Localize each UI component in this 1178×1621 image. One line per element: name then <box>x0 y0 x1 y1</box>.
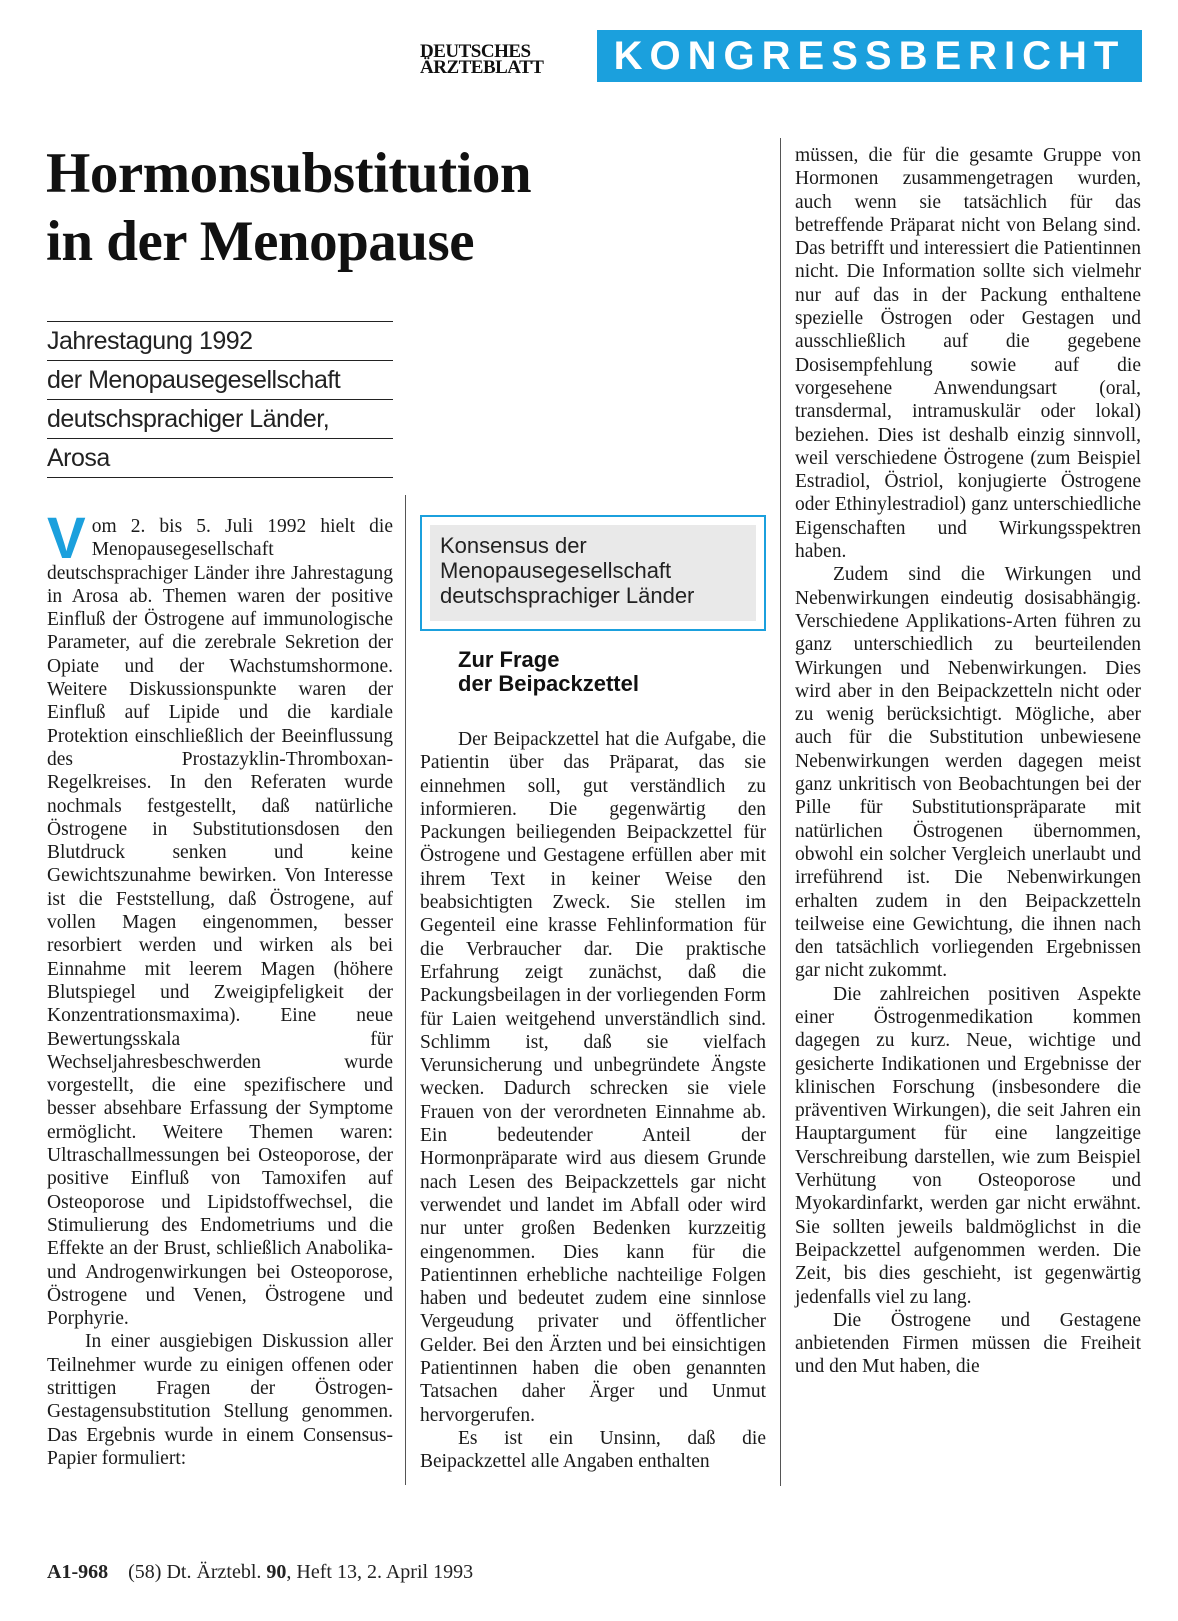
paragraph: Die Östrogene und Gestagene anbietenden Firmen müssen die Freiheit und den Mut haben, die <box>795 1309 1141 1378</box>
paragraph: Der Beipackzettel hat die Aufgabe, die Patientin über das Präparat, das sie einnehmen soll, gut verständlich zu informieren. Die gegenwärtig den Packungen beiliegenden Beipackzettel für Östrogene und Gestagene erfüllen aber mit ihrem Text in keiner Weise den beabsichtigten Zweck. Sie stellen im Gegenteil eine krasse Fehlinformation für die Verbraucher dar. Die praktische Erfahrung zeigt zunächst, daß die Packungsbeilagen in der vorliegenden Form für Laien weitgehend unverständlich sind. Schlimm ist, daß sie vielfach Verunsicherung und unbegründete Ängste wecken. Dadurch schrecken sie viele Frauen von der verordneten Einnahme ab. Ein bedeutender Anteil der Hormonpräparate wird aus diesem Grunde nach Lesen des Beipackzettels gar nicht verwendet und landet im Abfall oder wird nur unter großen Bedenken kurzzeitig eingenommen. Dies kann für die Patientinnen erhebliche nachteilige Folgen haben und bedeutet zudem eine sinnlose Vergeudung privater und öffentlicher Gelder. Bei den Ärzten und bei einsichtigen Patientinnen haben die oben genannten Tatsachen daher Ärger und Unmut hervorgerufen. <box>420 729 766 1426</box>
section-subheading <box>458 648 758 696</box>
subtitle-line: Jahrestagung 1992 <box>47 321 393 360</box>
paragraph: Zudem sind die Wirkungen und Nebenwirkungen eindeutig dosisabhängig. Verschiedene Applikations-Arten führen zu ganz unterschiedlich zu beurteilenden Wirkungen und Nebenwirkungen. Dies wird aber in den Beipackzetteln nicht oder zu wenig berücksichtigt. Mögliche, aber auch für die Substitution unbewiesene Nebenwirkungen werden dagegen meist ganz unkritisch von Beobachtungen bei der Pille für Substitutionspräparate mit natürlichen Östrogenen übernommen, obwohl ein solcher Vergleich unerlaubt und irreführend ist. Die Nebenwirkungen erhalten zudem in den Beipackzetteln teilweise eine Gewichtung, die ihnen nach den tatsächlich vorliegenden Ergebnissen gar nicht zukommt. <box>795 564 1141 982</box>
subtitle-line: deutschsprachiger Länder, <box>47 399 393 438</box>
paragraph: Die zahlreichen positiven Aspekte einer Östrogenmedikation kommen dagegen zu kurz. Neue, wichtige und gesicherte Indikationen und Ergebnisse der klinischen Forschung (insbesondere die präventiven Wirkungen), die seit Jahren ein Hauptargument für eine langzeitige Verschreibung darstellen, wie zum Beispiel Verhütung von Osteoporose und Myokardinfarkt, werden gar nicht erwähnt. Sie sollten jeweils baldmöglichst in die Beipackzettel aufgenommen werden. Die Zeit, bis dies geschieht, ist gegenwärtig jedenfalls viel zu lang. <box>795 983 1141 1308</box>
title-line2: in der Menopause <box>46 210 474 273</box>
journal-issue: , Heft 13, 2. April 1993 <box>286 1561 474 1583</box>
page-number: (58) <box>128 1561 162 1583</box>
consensus-box-inner <box>430 525 756 621</box>
article-subtitle <box>47 321 393 478</box>
paragraph: Es ist ein Unsinn, daß die Beipackzettel alle Angaben enthalten <box>420 1427 766 1473</box>
subtitle-line: der Menopausegesellschaft <box>47 360 393 399</box>
subtitle-line: Arosa <box>47 438 393 478</box>
text-column-2 <box>420 728 766 1474</box>
article-title <box>46 140 746 276</box>
drop-cap: V <box>47 506 86 571</box>
paragraph-text: om 2. bis 5. Juli 1992 hielt die Menopausegesellschaft deutschsprachiger Länder ihre Jahrestagung in Arosa ab. Themen waren der positive Einfluß der Östrogene auf immunologische Parameter, auf die zerebrale Sekretion der Opiate und der Wachstumshormone. Weitere Diskussionspunkte waren der Einfluß auf Lipide und die kardiale Protektion einschließlich der Beeinflussung des Prostazyklin-Thromboxan-Regelkreises. In den Referaten wurde nochmals festgestellt, daß natürliche Östrogene in Substitutionsdosen den Blutdruck senken und keine Gewichtszunahme bewirken. Von Interesse ist die Feststellung, daß Östrogene, auf vollen Magen eingenommen, besser resorbiert werden und wirken als bei Einnahme mit leerem Magen (höhere Blutspiegel und Zweigipfeligkeit der Konzentrationsmaxima). Eine neue Bewertungsskala für Wechseljahresbeschwerden wurde vorgestellt, die eine spezifischere und besser absehbare Erfassung der Symptome ermöglicht. Weitere Themen waren: Ultraschallmessungen bei Osteoporose, der positive Einfluß von Tamoxifen auf Osteoporose und Lipidstoffwechsel, die Stimulierung des Endometriums und die Effekte an der Brust, schließlich Anabolika- und Androgenwirkungen bei Osteoporose, Östrogene und Venen, Östrogene und Porphyrie. <box>47 516 393 1330</box>
text-column-3 <box>795 144 1141 1379</box>
masthead-logo <box>420 30 590 82</box>
page-code: A1-968 <box>47 1561 109 1583</box>
subheading-line1: Zur Frage <box>458 647 560 672</box>
paragraph <box>47 506 393 1330</box>
paragraph: müssen, die für die gesamte Gruppe von Hormonen zusammengetragen wurden, auch wenn sie tatsächlich für das betreffende Präparat nicht von Belang sind. Das betrifft und interessiert die Patientinnen nicht. Die Information sollte sich vielmehr nur auf das in der Packung enthaltene spezielle Östrogen oder Gestagen und ausschließlich auf die gegebene Dosisempfehlung sowie auf die vorgesehene Anwendungsart (oral, transdermal, intramuskulär oder lokal) beziehen. Dies ist deshalb einzig sinnvoll, weil verschiedene Östrogene (zum Beispiel Estradiol, Östriol, konjugierte Östrogene oder Ethinylestradiol) ganz unterschiedliche Eigenschaften und Wirkungsspektren haben. <box>795 145 1141 563</box>
page-footer <box>47 1560 473 1584</box>
subheading-line2: der Beipackzettel <box>458 671 639 696</box>
paragraph: In einer ausgiebigen Diskussion aller Teilnehmer wurde zu einigen offenen oder strittigen Fragen der Östrogen-Gestagensubstitution Stellung genommen. Das Ergebnis wurde in einem Consensus-Papier formuliert: <box>47 1331 393 1469</box>
section-banner: KONGRESSBERICHT <box>597 30 1142 82</box>
journal-name: Dt. Ärztebl. <box>166 1561 262 1583</box>
masthead-line2: ÄRZTEBLATT <box>420 57 544 78</box>
consensus-line: Menopausegesellschaft <box>440 558 672 583</box>
title-line1: Hormonsubstitution <box>46 142 532 205</box>
journal-volume: 90 <box>266 1561 287 1583</box>
column-divider <box>780 138 781 1486</box>
consensus-line: Konsensus der <box>440 533 587 558</box>
masthead-line1: DEUTSCHES <box>420 41 531 62</box>
column-divider <box>405 495 406 1485</box>
consensus-box <box>420 515 766 631</box>
consensus-line: deutschsprachiger Länder <box>440 583 695 608</box>
text-column-1 <box>47 506 393 1470</box>
